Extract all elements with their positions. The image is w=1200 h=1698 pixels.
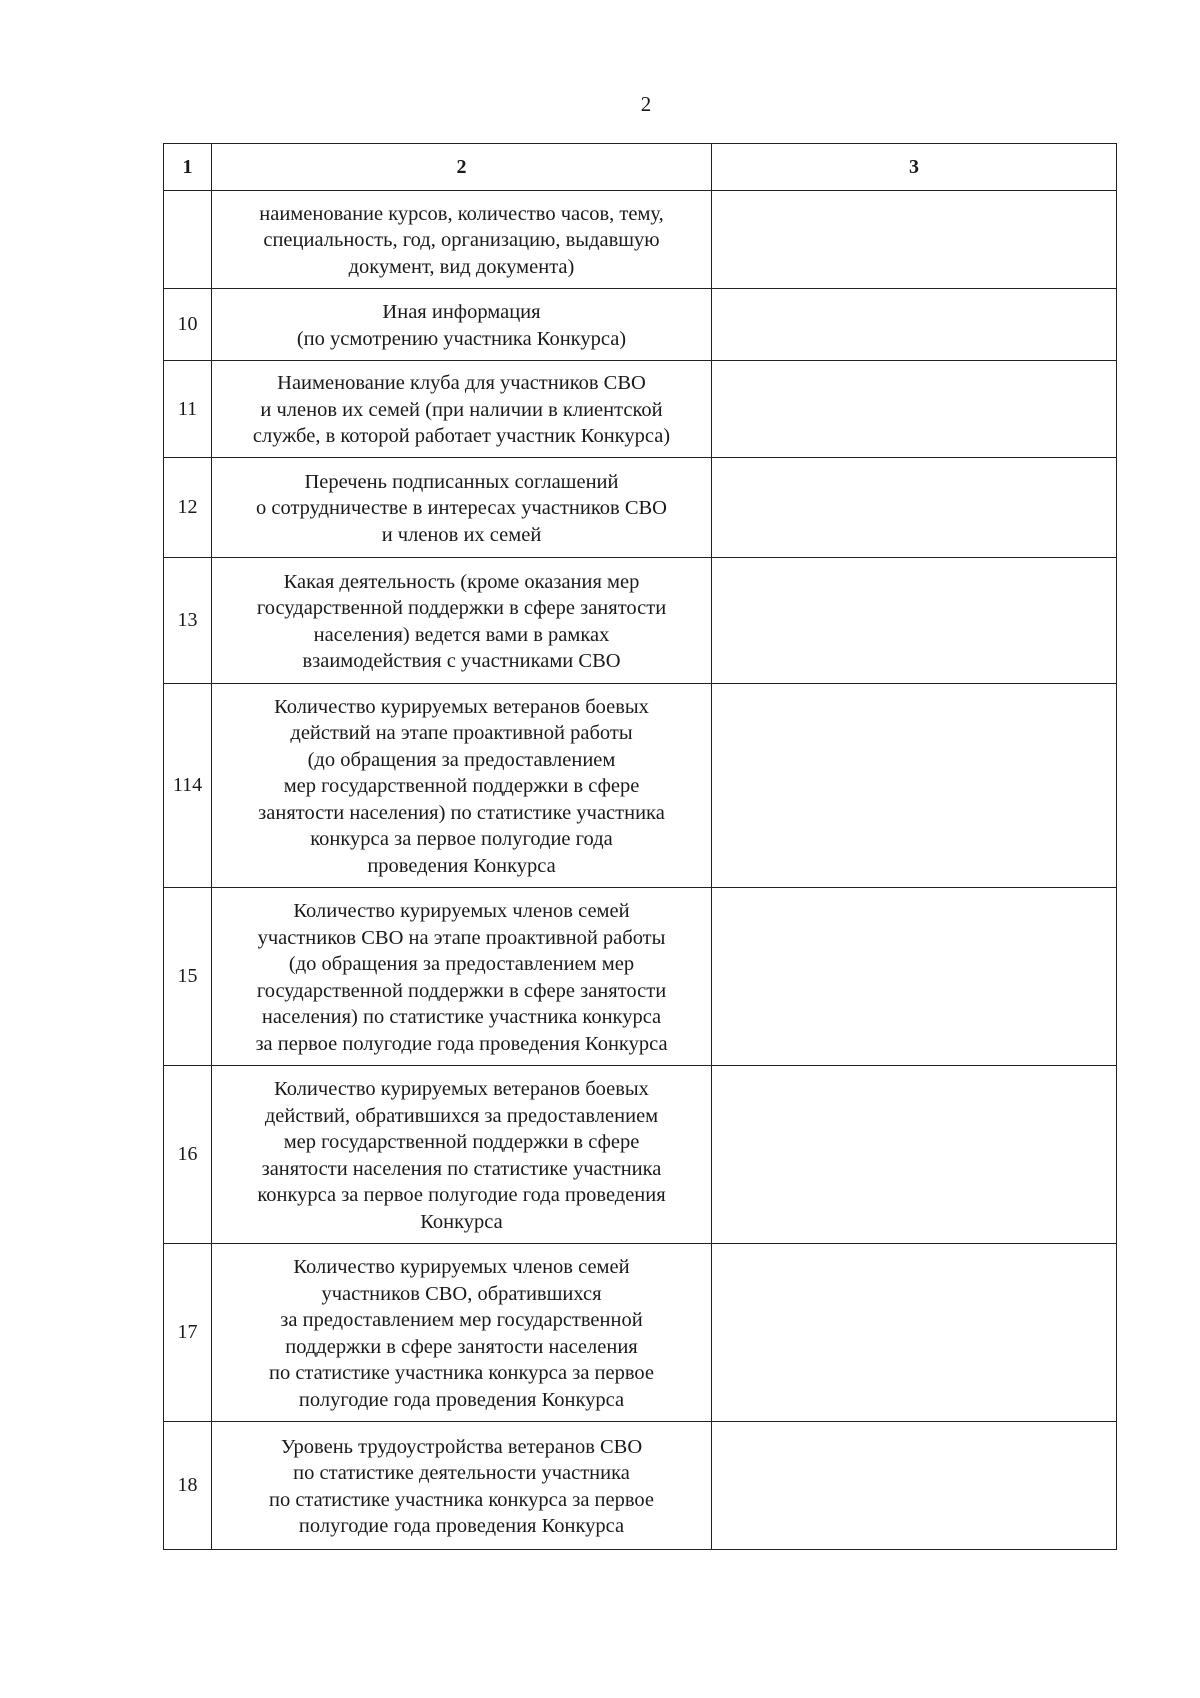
row-value-cell[interactable] [712,361,1117,458]
row-description-cell [212,558,712,684]
description-line: действий на этапе проактивной работы [290,722,633,745]
row-number-cell: 17 [164,1244,212,1422]
description-line: населения) по статистике участника конкурса [261,1006,662,1028]
description-line: (по усмотрению участника Конкурса) [296,327,627,350]
row-description-cell [212,191,712,289]
table-row [164,1422,1117,1550]
description-line: по статистике участника конкурса за первое [268,1362,655,1384]
description-line: службе, в которой работает участник Конкурса) [252,425,671,448]
description-line: поддержки в сфере занятости населения [285,1335,638,1358]
row-description-cell [212,458,712,558]
row-description-cell [212,289,712,361]
description-line: проведения Конкурса [367,854,556,877]
table-row [164,289,1117,361]
description-line: занятости населения по статистике участника [261,1157,662,1180]
description-line: (до обращения за предоставлением мер [288,953,635,975]
row-value-cell[interactable] [712,1422,1117,1550]
row-value-cell[interactable] [712,558,1117,684]
row-number-cell: 10 [164,289,212,361]
description-line: специальность, год, организацию, выдавшую [263,229,660,252]
description-line: Количество курируемых членов семей [293,900,630,922]
row-number-cell: 12 [164,458,212,558]
description-line: Перечень подписанных соглашений [304,470,619,493]
description-line: (до обращения за предоставлением [307,748,616,771]
row-description-cell [212,1066,712,1244]
description-line: взаимодействия с участниками СВО [302,650,621,672]
column-header-3: 3 [712,144,1117,191]
description-line: полугодие года проведения Конкурса [298,1515,625,1537]
row-description-cell [212,361,712,458]
description-line: государственной поддержки в сфере занятости [256,597,667,619]
table-row [164,888,1117,1066]
table-body [164,191,1117,1550]
description-line: Уровень трудоустройства ветеранов СВО [280,1435,643,1458]
description-line: государственной поддержки в сфере занятости [256,979,667,1002]
description-line: конкурса за первое полугодие года проведения [257,1184,666,1206]
description-line: за первое полугодие года проведения Конкурса [255,1032,668,1055]
row-value-cell[interactable] [712,191,1117,289]
row-value-cell[interactable] [712,1066,1117,1244]
description-line: и членов их семей (при наличии в клиентской [260,398,663,421]
column-header-2: 2 [212,144,712,191]
table-row [164,191,1117,289]
row-number-cell: 16 [164,1066,212,1244]
table-row [164,458,1117,558]
description-line: действий, обратившихся за предоставлением [264,1104,659,1127]
description-line: участников СВО на этапе проактивной работы [257,926,666,949]
description-line: мер государственной поддержки в сфере [283,1131,640,1153]
description-line: о сотрудничестве в интересах участников СВО [255,497,667,520]
description-line: мер государственной поддержки в сфере [283,775,640,798]
description-line: документ, вид документа) [348,255,575,278]
description-line: и членов их семей [381,523,542,546]
column-header-1: 1 [164,144,212,191]
description-line: по статистике участника конкурса за первое [268,1488,655,1511]
row-value-cell[interactable] [712,458,1117,558]
row-description-cell [212,888,712,1066]
row-number-cell: 11 [164,361,212,458]
description-line: Иная информация [382,301,541,323]
row-value-cell[interactable] [712,1244,1117,1422]
table-row [164,1244,1117,1422]
row-value-cell[interactable] [712,888,1117,1066]
description-line: наименование курсов, количество часов, тему, [259,202,664,225]
form-table [163,143,1117,1550]
table-row [164,1066,1117,1244]
table-row [164,558,1117,684]
description-line: по статистике деятельности участника [293,1462,630,1484]
description-line: Количество курируемых членов семей [293,1256,630,1278]
page-number: 2 [640,92,652,116]
row-number-cell: 18 [164,1422,212,1550]
table-row [164,361,1117,458]
description-line: полугодие года проведения Конкурса [298,1388,625,1411]
row-description-cell [212,684,712,888]
description-line: Какая деятельность (кроме оказания мер [283,570,640,593]
description-line: Конкурса [420,1210,503,1233]
description-line: за предоставлением мер государственной [280,1309,643,1331]
row-value-cell[interactable] [712,684,1117,888]
row-number-cell [164,191,212,289]
table-header-row [164,144,1117,191]
description-line: населения) ведется вами в рамках [313,623,610,646]
row-value-cell[interactable] [712,289,1117,361]
row-number-cell: 15 [164,888,212,1066]
description-line: участников СВО, обратившихся [321,1282,602,1305]
description-line: Наименование клуба для участников СВО [277,372,646,395]
row-description-cell [212,1244,712,1422]
description-line: занятости населения) по статистике участника [258,801,665,824]
row-number-cell: 114 [164,684,212,888]
row-description-cell [212,1422,712,1550]
description-line: Количество курируемых ветеранов боевых [274,695,649,718]
description-line: конкурса за первое полугодие года [310,828,613,851]
row-number-cell: 13 [164,558,212,684]
description-line: Количество курируемых ветеранов боевых [274,1078,649,1100]
table-row [164,684,1117,888]
